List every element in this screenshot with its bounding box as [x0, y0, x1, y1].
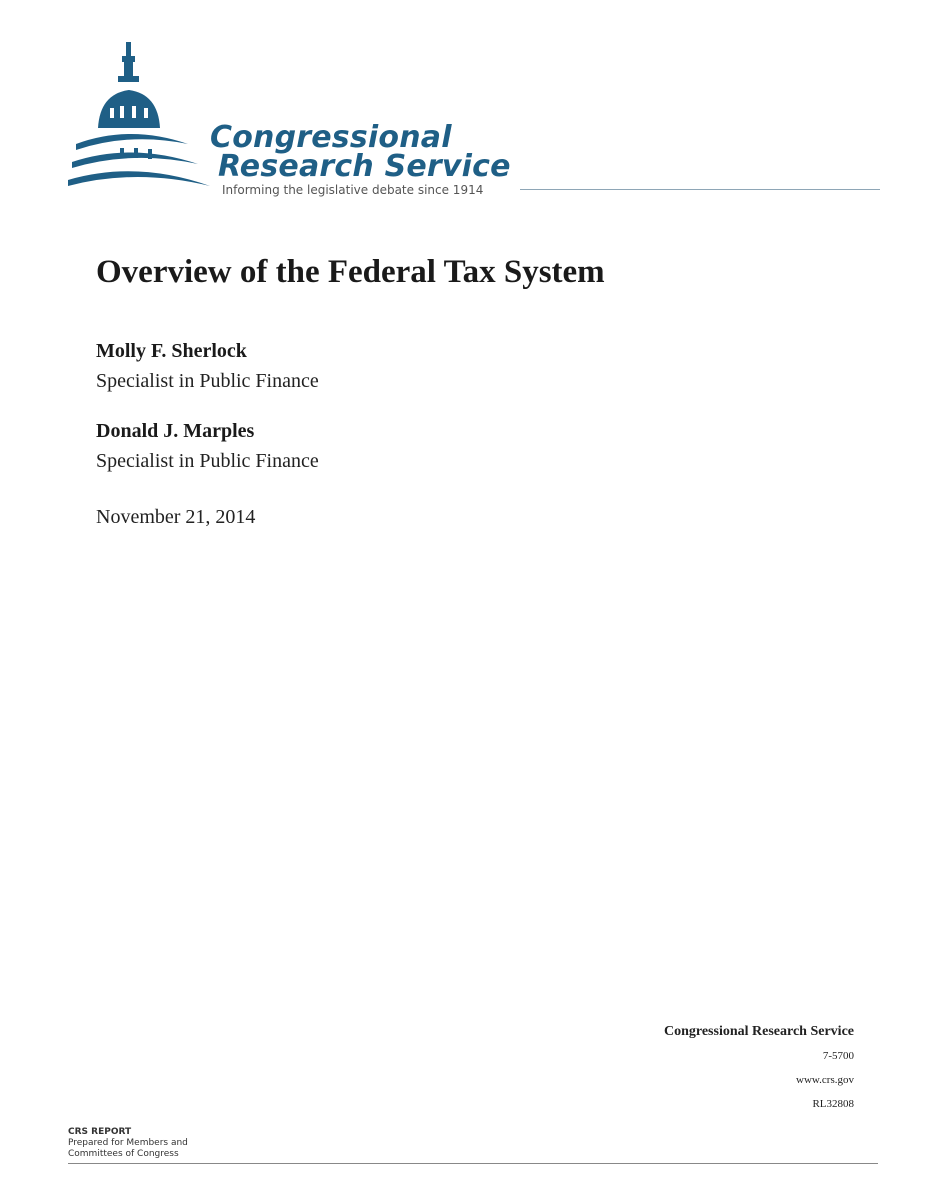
author-block	[96, 336, 319, 396]
publication-number: 7-5700	[822, 1050, 854, 1062]
author-block	[96, 416, 319, 476]
brand-name-line2: Research Service	[218, 149, 511, 184]
capitol-dome-icon	[60, 36, 220, 196]
author-name: Molly F. Sherlock	[96, 340, 247, 362]
author-name: Donald J. Marples	[96, 420, 255, 442]
report-id: RL32808	[812, 1098, 854, 1110]
report-date: November 21, 2014	[96, 506, 256, 528]
author-role: Specialist in Public Finance	[96, 450, 319, 472]
footer-label-line: Prepared for Members and	[68, 1138, 188, 1148]
publisher-website: www.crs.gov	[796, 1074, 854, 1086]
brand-tagline: Informing the legislative debate since 1914	[222, 183, 484, 197]
header-divider	[520, 189, 880, 190]
author-role: Specialist in Public Finance	[96, 370, 319, 392]
footer-label	[68, 1127, 188, 1160]
brand-name-line1: Congressional	[210, 120, 452, 155]
publication-info	[664, 1020, 854, 1116]
footer-label-head: CRS REPORT	[68, 1127, 132, 1137]
footer-divider	[68, 1163, 878, 1164]
footer-label-line: Committees of Congress	[68, 1149, 179, 1159]
report-title: Overview of the Federal Tax System	[96, 254, 605, 290]
crs-logo	[60, 36, 890, 206]
publisher-name: Congressional Research Service	[663, 1024, 854, 1039]
